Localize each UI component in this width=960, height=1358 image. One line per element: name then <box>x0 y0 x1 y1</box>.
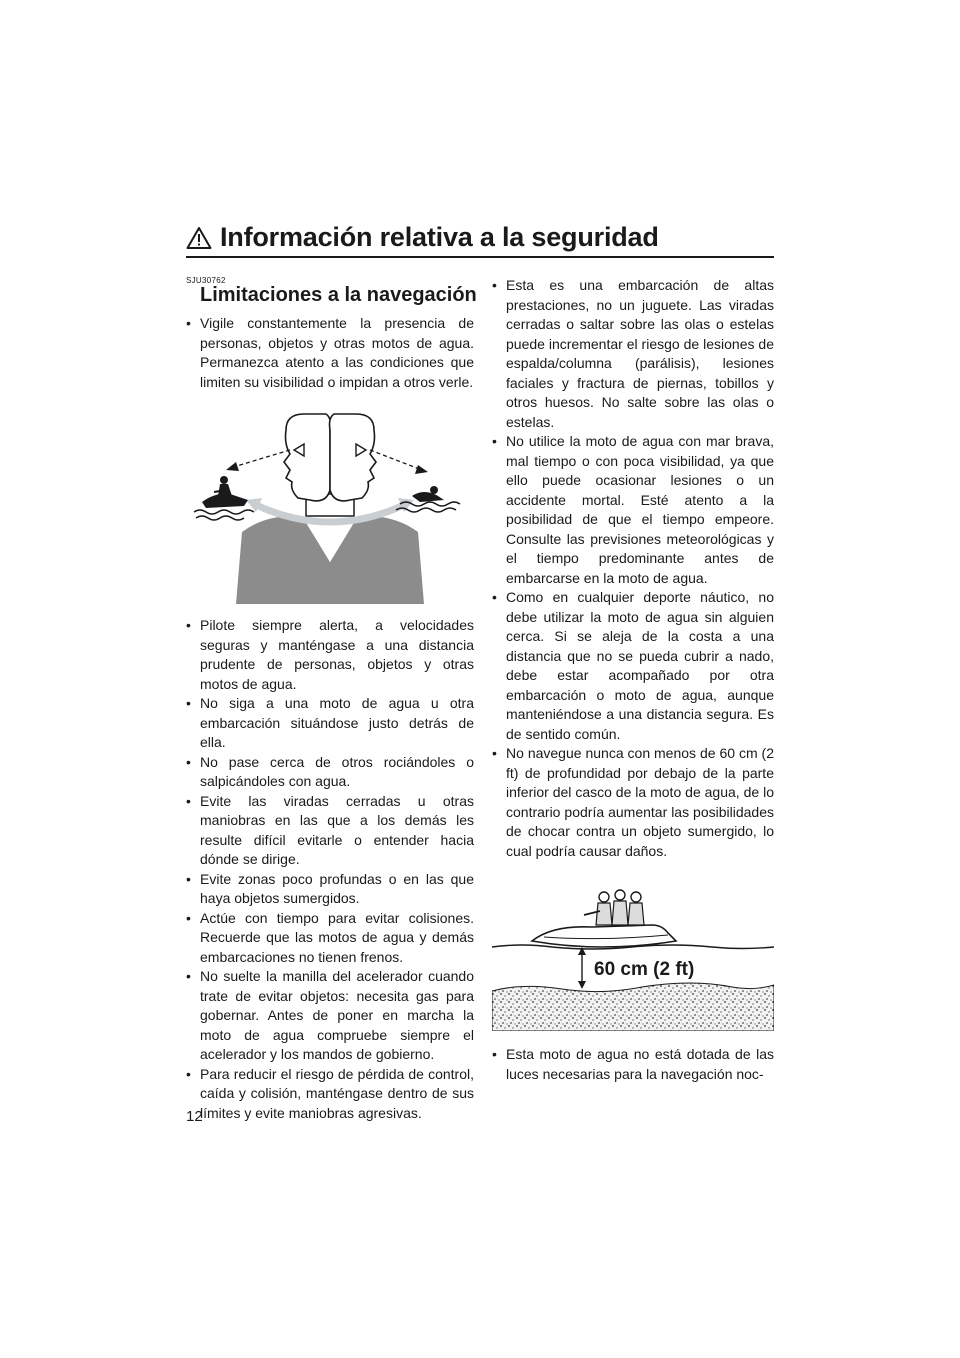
page-header <box>186 222 774 253</box>
right-column <box>492 276 774 1084</box>
section-title: Limitaciones a la navegación <box>200 284 477 306</box>
bullet-list-right-a <box>492 276 774 861</box>
header-rule <box>186 256 774 258</box>
bullet-list-right-b <box>492 1045 774 1084</box>
page-title: Información relativa a la seguridad <box>220 222 659 252</box>
water-depth-illustration <box>492 881 774 1031</box>
bullet-list-left-b <box>186 616 474 1123</box>
list-item: • Evite las viradas cerradas u otras maniobras en las que a los demás les resulte difícil evitarle o entender hacia dónde se dirige. <box>186 792 474 870</box>
list-item: • No siga a una moto de agua u otra embarcación situándose justo detrás de ella. <box>186 694 474 753</box>
list-item: • Vigile constantemente la presencia de personas, objetos y otras motos de agua. Permanezca atento a las condiciones que limiten su visibilidad o impidan a otros verle. <box>186 314 474 392</box>
depth-label: 60 cm (2 ft) <box>594 959 695 980</box>
list-item: • No navegue nunca con menos de 60 cm (2 ft) de profundidad por debajo de la parte inferior del casco de la moto de agua, de lo contrario podría aumentar las posibilidades de chocar contra un objeto sumergido, lo cual podría causar daños. <box>492 744 774 861</box>
rider-visibility-illustration <box>186 404 474 604</box>
list-item: • Esta es una embarcación de altas prestaciones, no un juguete. Las viradas cerradas o saltar sobre las olas o estelas puede incrementar el riesgo de lesiones de espalda/columna (parálisis), lesiones faciales y fractura de piernas, tobillos y otros huesos. No salte sobre las olas o estelas. <box>492 276 774 432</box>
list-item: • Pilote siempre alerta, a velocidades seguras y manténgase a una distancia prudente de personas, objetos y otras motos de agua. <box>186 616 474 694</box>
list-item: • No utilice la moto de agua con mar brava, mal tiempo o con poca visibilidad, ya que ello puede ocasionar lesiones o un accidente mortal. Esté atento a la posibilidad de que el tiempo empeore. Consulte las previsiones meteorológicas y el tiempo predominante antes de embarcarse en la moto de agua. <box>492 432 774 588</box>
list-item: • Evite zonas poco profundas o en las que haya objetos sumergidos. <box>186 870 474 909</box>
bullet-list-left-a <box>186 314 474 392</box>
list-item: • No pase cerca de otros rociándoles o salpicándoles con agua. <box>186 753 474 792</box>
section-code: SJU30762 <box>186 276 226 285</box>
list-item: • Para reducir el riesgo de pérdida de control, caída y colisión, manténgase dentro de sus límites y evite maniobras agresivas. <box>186 1065 474 1124</box>
page-number: 12 <box>186 1108 203 1125</box>
left-column <box>186 276 477 1123</box>
list-item: • Esta moto de agua no está dotada de las luces necesarias para la navegación noc- <box>492 1045 774 1084</box>
list-item: • Como en cualquier deporte náutico, no debe utilizar la moto de agua sin alguien cerca. Si se aleja de la costa a una distancia que no se pueda cubrir a nado, debe estar acompañado por otra embarcación o moto de agua, aunque manteniéndose a una distancia segura. Es de sentido común. <box>492 588 774 744</box>
list-item: • Actúe con tiempo para evitar colisiones. Recuerde que las motos de agua y demás embarcaciones no tienen frenos. <box>186 909 474 968</box>
list-item: • No suelte la manilla del acelerador cuando trate de evitar objetos: necesita gas para gobernar. Antes de poner en marcha la moto de agua compruebe siempre el acelerador y los mandos de gobierno. <box>186 967 474 1065</box>
warning-triangle-icon <box>186 226 212 250</box>
